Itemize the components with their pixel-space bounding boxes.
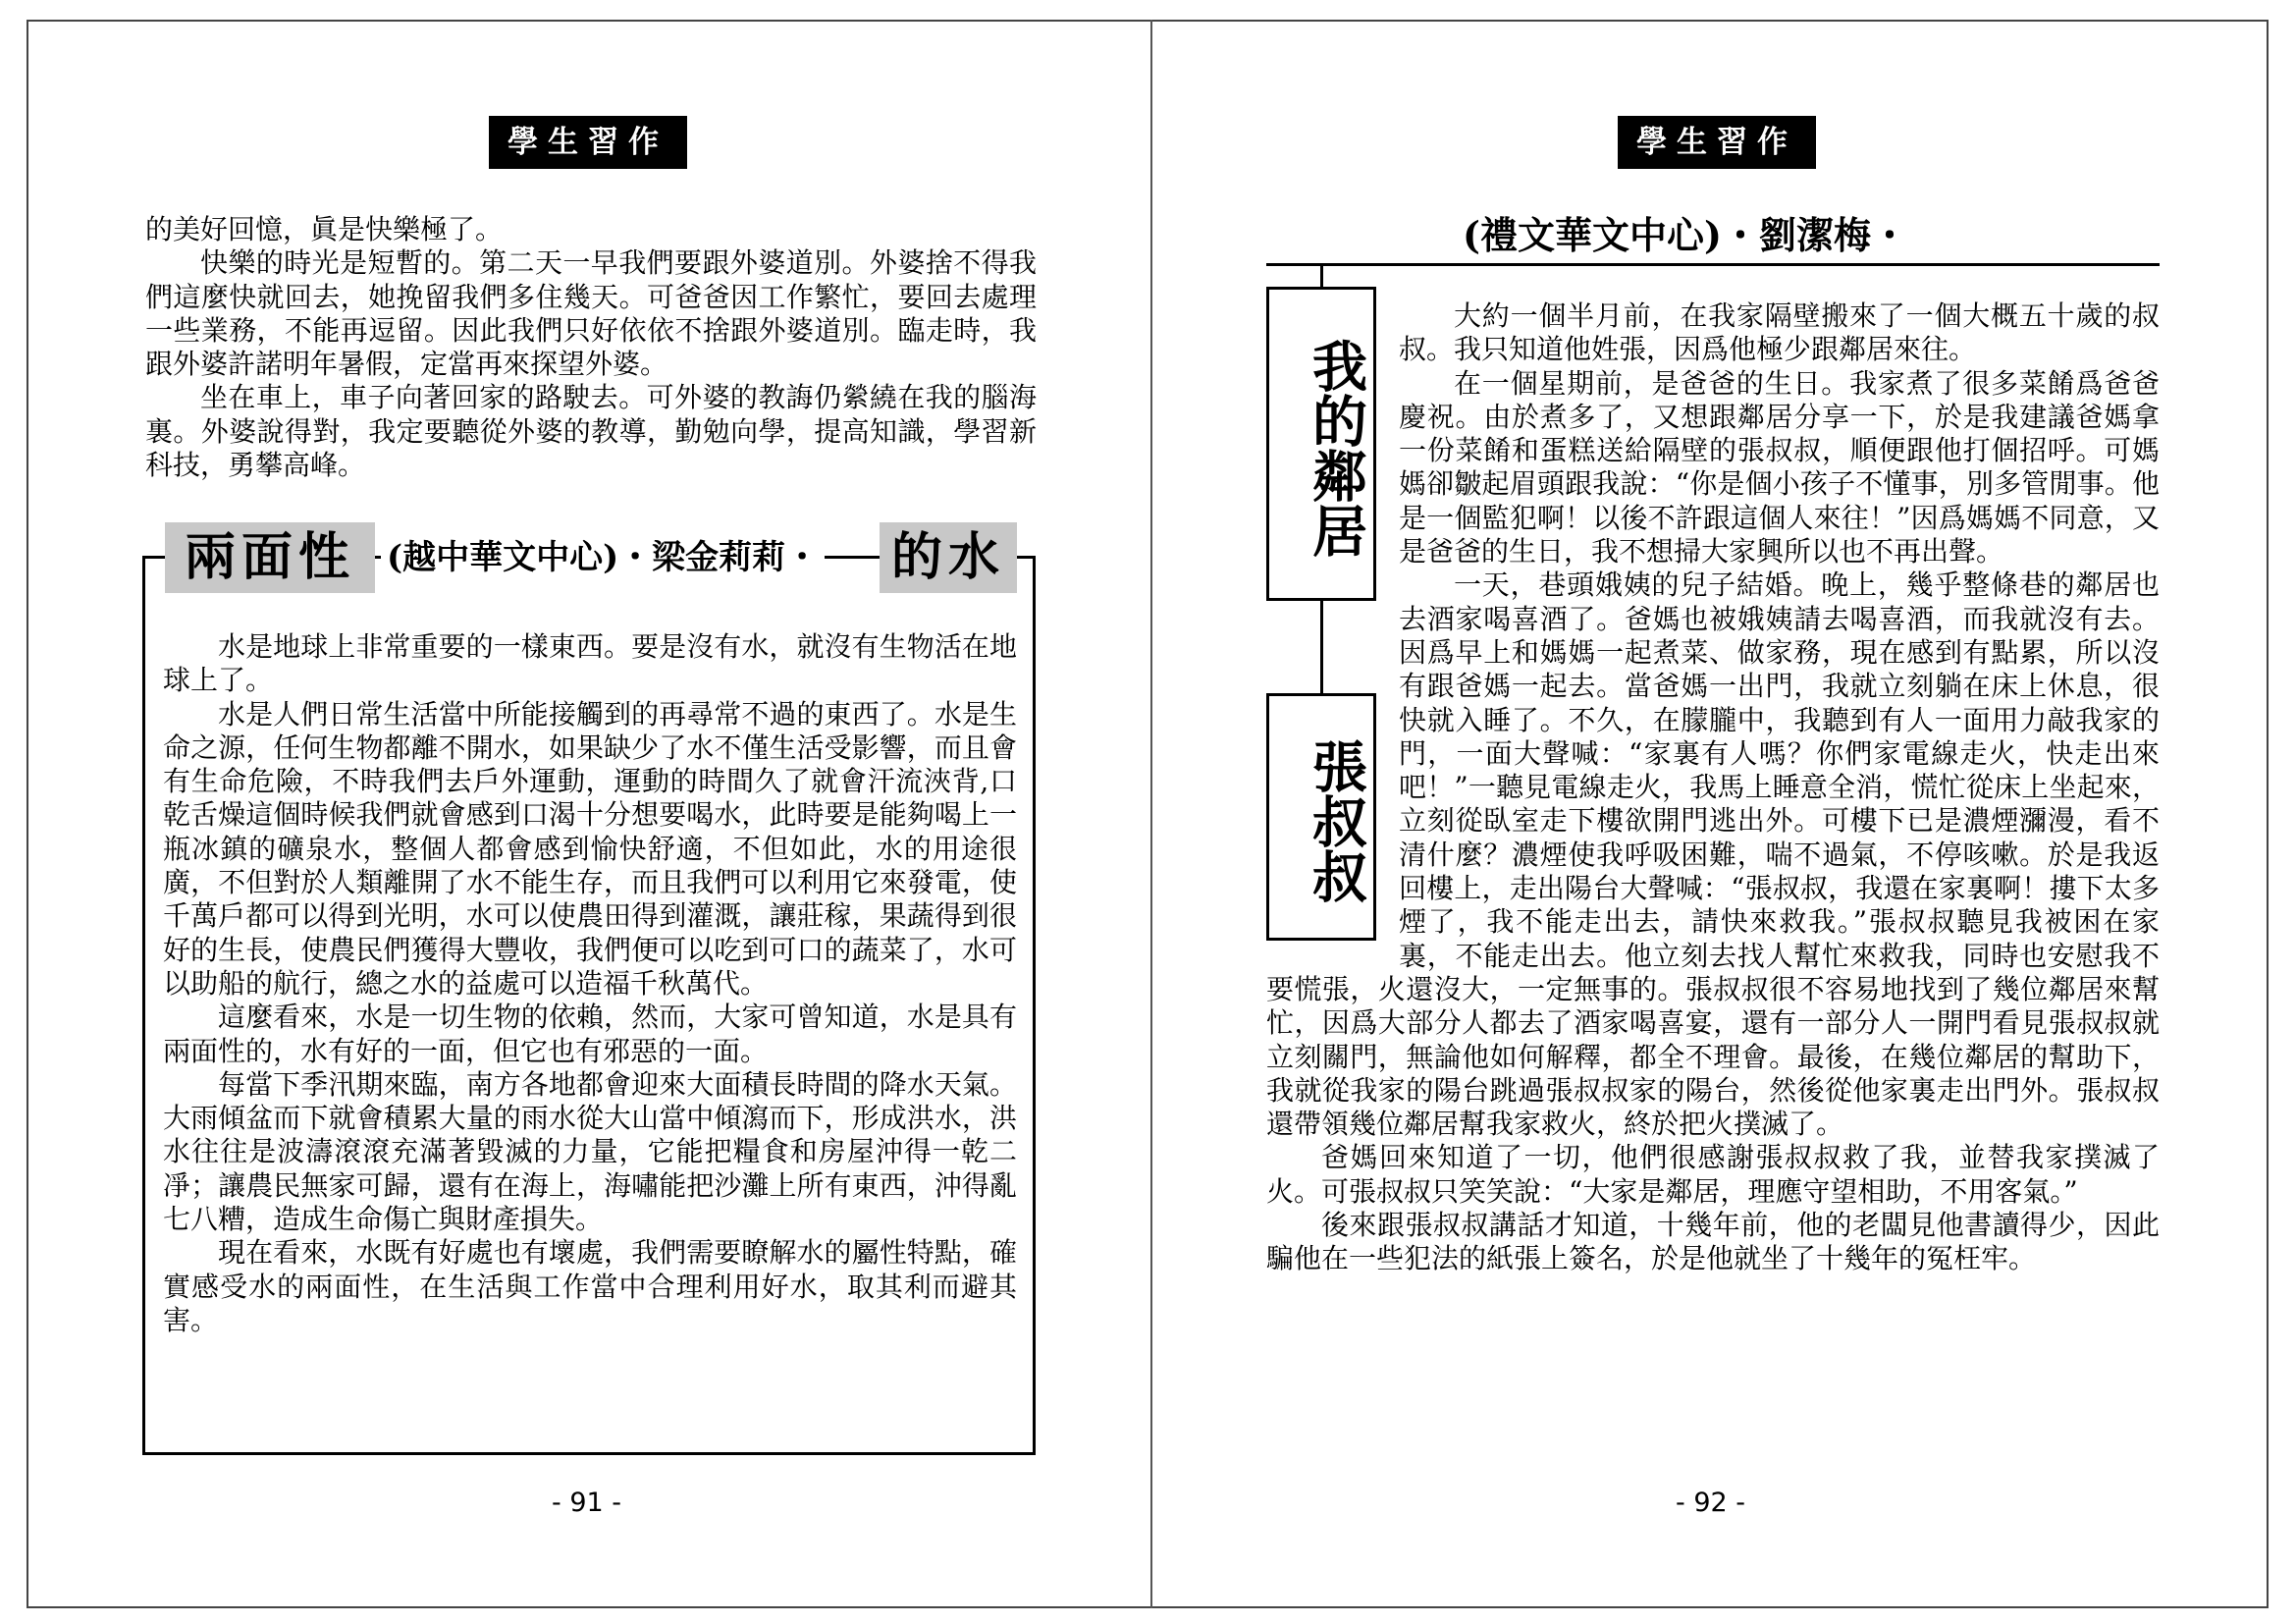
center-divider bbox=[1150, 20, 1152, 1608]
story-paragraph: 大約一個半月前，在我家隔壁搬來了一個大概五十歲的叔叔。我只知道他姓張，因爲他極少跟鄰居來往。 bbox=[1399, 299, 2160, 366]
story-paragraph: 爸媽回來知道了一切，他們很感謝張叔叔救了我，並替我家撲滅了火。可張叔叔只笑笑說：“大家是鄰居，理應守望相助，不用客氣。” bbox=[1266, 1141, 2160, 1208]
intro-paragraph: 快樂的時光是短暫的。第二天一早我們要跟外婆道別。外婆捨不得我們這麼快就回去，她挽留我們多住幾天。可爸爸因工作繁忙，要回去處理一些業務，不能再逗留。因此我們只好依依不捨跟外婆道別。臨走時，我跟外婆許諾明年暑假，定當再來探望外婆。 bbox=[145, 246, 1037, 381]
left-intro-text bbox=[145, 213, 1037, 482]
story-body bbox=[1266, 299, 2160, 1276]
article-paragraph: 水是人們日常生活當中所能接觸到的再尋常不過的東西了。水是生命之源，任何生物都離不開水，如果缺少了水不僅生活受影響，而且會有生命危險，不時我們去戶外運動，運動的時間久了就會汗流浹背,口乾舌燥這個時候我們就會感到口渴十分想要喝水，此時要是能夠喝上一瓶冰鎮的礦泉水，整個人都會感到愉快舒適，不但如此，水的用途很廣，不但對於人類離開了水不能生存，而且我們可以利用它來發電，使千萬戶都可以得到光明，水可以使農田得到灌溉，讓莊稼，果蔬得到很好的生長，使農民們獲得大豐收，我們便可以吃到可口的蔬菜了，水可以助船的航行，總之水的益處可以造福千秋萬代。 bbox=[163, 697, 1017, 1000]
article-title-right: 的水 bbox=[880, 522, 1017, 593]
story-paragraph: 在一個星期前，是爸爸的生日。我家煮了很多菜餚爲爸爸慶祝。由於煮多了，又想跟鄰居分享一下，於是我建議爸媽拿一份菜餚和蛋糕送給隔壁的張叔叔，順便跟他打個招呼。可媽媽卻皺起眉頭跟我說：“你是個小孩子不懂事，別多管閒事。他是一個監犯啊！以後不許跟這個人來往！”因爲媽媽不同意，又是爸爸的生日，我不想掃大家興所以也不再出聲。 bbox=[1399, 366, 2160, 568]
section-badge-left: 學生習作 bbox=[489, 116, 687, 169]
section-badge-right: 學生習作 bbox=[1618, 116, 1816, 169]
article-body bbox=[163, 630, 1017, 1337]
article-paragraph: 現在看來，水既有好處也有壞處，我們需要瞭解水的屬性特點，確實感受水的兩面性，在生活與工作當中合理利用好水，取其利而避其害。 bbox=[163, 1236, 1017, 1336]
story-byline: (禮文華文中心)・劉潔梅・ bbox=[1463, 213, 1908, 257]
article-paragraph: 這麼看來，水是一切生物的依賴，然而，大家可曾知道，水是具有兩面性的，水有好的一面，但它也有邪惡的一面。 bbox=[163, 1001, 1017, 1067]
story-paragraph: 後來跟張叔叔講話才知道，十幾年前，他的老闆見他書讀得少，因此騙他在一些犯法的紙張上簽名，於是他就坐了十幾年的冤枉牢。 bbox=[1266, 1209, 2160, 1275]
story-title-vertical-1: 我的鄰居 bbox=[1266, 287, 1376, 601]
intro-paragraph: 坐在車上，車子向著回家的路駛去。可外婆的教誨仍縈繞在我的腦海裏。外婆說得對，我定要聽從外婆的教導，勤勉向學，提高知識，學習新科技，勇攀高峰。 bbox=[145, 381, 1037, 482]
article-byline: (越中華文中心)・梁金莉莉・ bbox=[381, 533, 825, 582]
article-title-left: 兩面性 bbox=[165, 522, 375, 593]
byline-rule bbox=[1266, 263, 2160, 266]
intro-paragraph: 的美好回憶，眞是快樂極了。 bbox=[145, 213, 504, 245]
article-paragraph: 每當下季汛期來臨，南方各地都會迎來大面積長時間的降水天氣。大雨傾盆而下就會積累大量的雨水從大山當中傾瀉而下，形成洪水，洪水往往是波濤滾滾充滿著毀滅的力量，它能把糧食和房屋沖得一乾二凈；讓農民無家可歸，還有在海上，海嘯能把沙灘上所有東西，沖得亂七八糟，造成生命傷亡與財產損失。 bbox=[163, 1067, 1017, 1236]
title-float-spacer bbox=[1266, 299, 1399, 947]
article-paragraph: 水是地球上非常重要的一樣東西。要是沒有水，就沒有生物活在地球上了。 bbox=[163, 630, 1017, 697]
story-title-vertical-2: 張叔叔 bbox=[1266, 693, 1376, 941]
page-number-left: - 91 - bbox=[552, 1488, 622, 1518]
page-number-right: - 92 - bbox=[1676, 1488, 1746, 1518]
story-paragraph: 一天，巷頭娥姨的兒子結婚。晚上，幾乎整條巷的鄰居也去酒家喝喜酒了。爸媽也被娥姨請去喝喜酒，而我就沒有去。因爲早上和媽媽一起煮菜、做家務，現在感到有點累，所以沒有跟爸媽一起去。當爸媽一出門，我就立刻躺在床上休息，很快就入睡了。不久，在朦朧中，我聽到有人一面用力敲我家的門，一面大聲喊：“家裏有人嗎？你們家電線走火，快走出來吧！”一聽見電線走火，我馬上睡意全消，慌忙從床上坐起來，立刻從臥室走下樓欲開門逃出外。可樓下已是濃煙瀰漫，看不清什麼？濃煙使我呼吸困難，喘不過氣，不停咳嗽。於是我返回樓上，走出陽台大聲喊：“張叔叔，我還在家裏啊！摟下太多煙了，我不能走出去，請快來救我。”張叔叔聽見我被困在家裏，不能走出去。他立刻去找人幫忙來救我，同時也安慰我不要慌張，火還沒大，一定無事的。張叔叔很不容易地找到了幾位鄰居來幫忙，因爲大部分人都去了酒家喝喜宴，還有一部分人一開門看見張叔叔就立刻關門，無論他如何解釋，都全不理會。最後，在幾位鄰居的幫助下，我就從我家的陽台跳過張叔叔家的陽台，然後從他家裏走出門外。張叔叔還帶領幾位鄰居幫我家救火，終於把火撲滅了。 bbox=[1266, 568, 2160, 1141]
